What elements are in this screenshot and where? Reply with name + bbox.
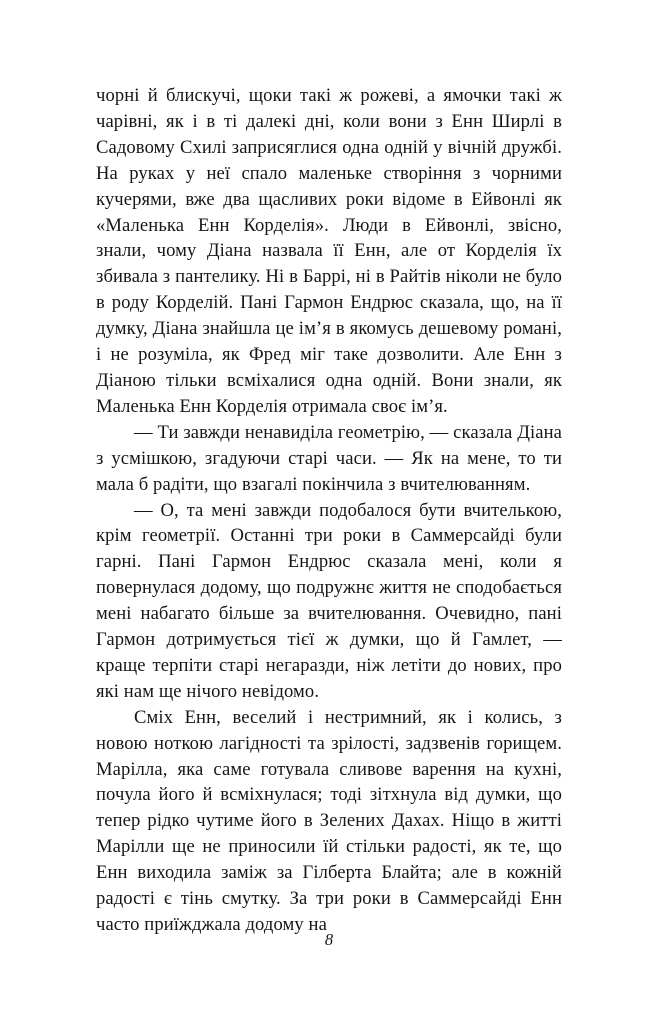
page-number: 8	[324, 930, 334, 949]
paragraph: — О, та мені завжди подобалося бути вчителькою, крім геометрії. Останні три роки в Саммерсайді були гарні. Пані Гармон Ендрюс сказала мені, коли я повернулася додому, що подружнє життя не сподобається мені набагато більше за вчителювання. Очевидно, пані Гармон дотримується тієї ж думки, що й Гамлет, — краще терпіти старі негаразди, ніж летіти до нових, про які нам ще нічого невідомо.	[96, 499, 562, 702]
paragraph: — Ти завжди ненавиділа геометрію, — сказала Діана з усмішкою, згадуючи старі часи. — Як на мене, то ти мала б радіти, що взагалі покінчила з вчителюванням.	[96, 421, 562, 495]
page-text	[96, 83, 562, 938]
paragraph: Сміх Енн, веселий і нестримний, як і колись, з новою ноткою лагідності та зрілості, задзвенів горищем. Марілла, яка саме готувала сливове варення на кухні, почула його й всміхнулася; тоді зітхнула від думки, що тепер рідко чутиме його в Зелених Дахах. Ніщо в житті Марілли ще не приносили їй стільки радості, як те, що Енн виходила заміж за Гілберта Блайта; але в кожній радості є тінь смутку. За три роки в Саммерсайді Енн часто приїжджала додому на	[96, 706, 562, 935]
paragraph: чорні й блискучі, щоки такі ж рожеві, а ямочки такі ж чарівні, як і в ті далекі дні, коли вони з Енн Ширлі в Садовому Схилі заприсяглися одна одній у вічній дружбі. На руках у неї спало маленьке створіння з чорними кучерями, вже два щасливих роки відоме в Ейвонлі як «Маленька Енн Корделія». Люди в Ейвонлі, звісно, знали, чому Діана назвала її Енн, але от Корделія їх збивала з пантелику. Ні в Баррі, ні в Райтів ніколи не було в роду Корделій. Пані Гармон Ендрюс сказала, що, на її думку, Діана знайшла це ім’я в якомусь дешевому романі, і не розуміла, як Фред міг таке дозволити. Але Енн з Діаною тільки всміхалися одна одній. Вони знали, як Маленька Енн Корделія отримала своє ім’я.	[96, 85, 562, 417]
